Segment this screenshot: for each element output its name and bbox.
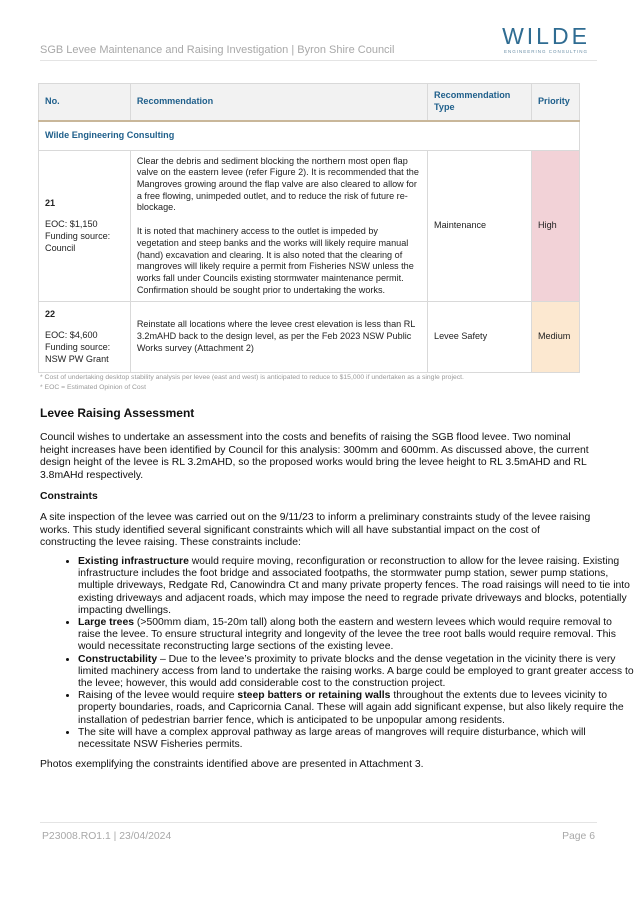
row-eoc: EOC: $1,150: [45, 219, 98, 230]
list-item: • Existing infrastructure would require moving, reconfiguration or reconstruction to allow for the levee raising. Existing infrastructure includes the foot bridge and associated footpaths, the stormwater pump station, sewer pump stations, multiple driveways, Redgate Rd, Canowindra Ct and many private property fences. The road raisings will need to tie into existing driveways and adjacent roads, which may impose the need to regrade private driveways and blocks, potentially impacting dwellings.: [78, 556, 636, 617]
header-divider: [40, 60, 597, 61]
table-row: [39, 302, 580, 373]
row-funding: Funding source: Council: [45, 231, 111, 253]
closing-paragraph: Photos exemplifying the constraints identified above are presented in Attachment 3.: [40, 759, 424, 770]
row-number: 21: [45, 197, 56, 208]
type-cell: Levee Safety: [428, 302, 532, 373]
list-item: • The site will have a complex approval pathway as large areas of mangroves will require disturbance, which will necessitate NSW Fisheries permits.: [78, 727, 636, 751]
type-cell: Maintenance: [428, 151, 532, 302]
constraints-list: [40, 556, 636, 751]
row-id-cell: [39, 302, 131, 373]
col-header-recommendation: Recommendation: [130, 84, 427, 122]
section-heading: Levee Raising Assessment: [40, 406, 195, 420]
list-item: • Constructability – Due to the levee’s proximity to private blocks and the dense vegetation in the vicinity there is very limited machinery access from land to undertake the raising works. A barge could be employed to grant greater access to the levee; however, this would add considerable cost to the construction project.: [78, 654, 636, 691]
col-header-no: No.: [39, 84, 131, 122]
running-header-title: SGB Levee Maintenance and Raising Investigation | Byron Shire Council: [40, 44, 395, 56]
priority-cell-medium: Medium: [531, 302, 579, 373]
document-reference: P23008.RO1.1 | 23/04/2024: [42, 831, 172, 842]
intro-paragraph: Council wishes to undertake an assessment into the costs and benefits of raising the SGB flood levee. Two nominal height increases have been identified by Council for this analysis: 300mm and 600mm. As discussed above, the current design height of the levee is RL 3.2mAHD, so the proposed works would bring the levee height to RL 3.5mAHD and RL 3.8mAHd respectively.: [40, 432, 589, 481]
row-number: 22: [45, 308, 56, 319]
logo-tagline: ENGINEERING CONSULTING: [504, 49, 588, 54]
row-funding: Funding source: NSW PW Grant: [45, 342, 111, 364]
table-header-row: [39, 84, 580, 122]
row-id-cell: [39, 151, 131, 302]
table-section-row: [39, 121, 580, 151]
footer-divider: [40, 822, 597, 823]
logo-wordmark: WILDE: [502, 23, 590, 49]
recommendation-cell: Reinstate all locations where the levee crest elevation is less than RL 3.2mAHD back to the design level, as per the Feb 2023 NSW Public Works survey (Attachment 2): [130, 302, 427, 373]
constraints-intro: A site inspection of the levee was carried out on the 9/11/23 to inform a preliminary constraints study of the levee raising works. This study identified several significant constraints which will all have substantial impact on the cost of constructing the levee raising. These constraints include:: [40, 512, 591, 549]
section-label: Wilde Engineering Consulting: [39, 121, 580, 151]
table-footnote-cost: * Cost of undertaking desktop stability analysis per levee (east and west) is anticipated to reduce to $15,000 if undertaken as a single project.: [40, 374, 464, 381]
table-row: [39, 151, 580, 302]
recommendation-cell: [130, 151, 427, 302]
recommendation-text: Clear the debris and sediment blocking the northern most open flap valve on the eastern levee (refer Figure 2). It is recommended that the Mangroves growing around the flap valve are also cleared to allow for a free flowing, unimpeded outlet, and to reduce the risk of future re-blockage.: [136, 155, 419, 213]
constraints-heading: Constraints: [40, 491, 98, 502]
company-logo: [498, 24, 594, 54]
table-footnote-eoc: * EOC = Estimated Opinion of Cost: [40, 384, 146, 391]
row-eoc: EOC: $4,600: [45, 330, 98, 341]
col-header-priority: Priority: [531, 84, 579, 122]
page-number: Page 6: [562, 831, 595, 842]
recommendations-table: [38, 83, 580, 373]
priority-cell-high: High: [531, 151, 579, 302]
recommendation-note: It is noted that machinery access to the outlet is impeded by vegetation and steep banks and the works will likely require manual (hand) excavation and clearing. It is also noted that the clearing of mangroves will likely require a permit from Fisheries NSW unless the works fall under Councils existing stormwater maintenance permit. Confirmation should be sought prior to undertaking the works.: [136, 226, 414, 295]
col-header-type: Recommendation Type: [428, 84, 532, 122]
list-item: • Large trees (>500mm diam, 15-20m tall) along both the eastern and western levees which would require removal to raise the levee. To ensure structural integrity and longevity of the levee the tree root balls would require removal. This would necessitate reconstructing large sections of the existing levee.: [78, 617, 636, 654]
list-item: • Raising of the levee would require steep batters or retaining walls throughout the extents due to levees vicinity to property boundaries, roads, and Capricornia Canal. These will again add significant expense, but also likely require the installation of pedestrian barrier fence, which is anticipated to be unpopular among residents.: [78, 690, 636, 727]
